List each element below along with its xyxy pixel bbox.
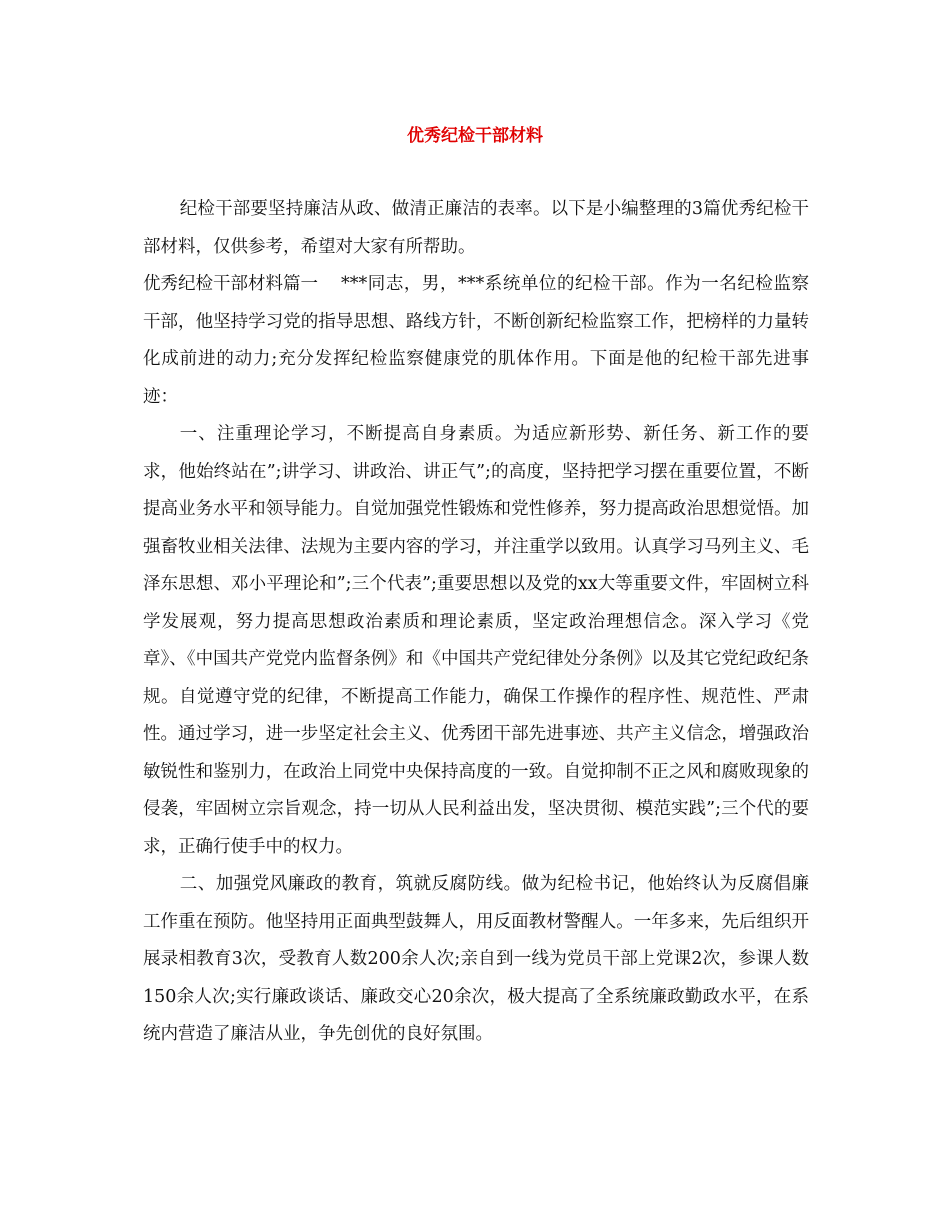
section-one-paragraph	[143, 266, 809, 416]
section-intro-text: ***同志，男，***系统单位的纪检干部。作为一名纪检监察干部，他坚持学习党的指导思想、路线方针，不断创新纪检监察工作，把榜样的力量转化成前进的动力;充分发挥纪检监察健康党的肌体作用。下面是他的纪检干部先进事迹：	[143, 274, 809, 407]
document-body	[143, 191, 809, 1054]
section-label: 优秀纪检干部材料篇一	[143, 274, 318, 294]
paragraph-theory-study: 一、注重理论学习，不断提高自身素质。为适应新形势、新任务、新工作的要求，他始终站在”;讲学习、讲政治、讲正气”;的高度，坚持把学习摆在重要位置，不断提高业务水平和领导能力。自觉加强党性锻炼和党性修养，努力提高政治思想觉悟。加强畜牧业相关法律、法规为主要内容的学习，并注重学以致用。认真学习马列主义、毛泽东思想、邓小平理论和”;三个代表”;重要思想以及党的xx大等重要文件，牢固树立科学发展观，努力提高思想政治素质和理论素质，坚定政治理想信念。深入学习《党章》、《中国共产党党内监督条例》和《中国共产党纪律处分条例》以及其它党纪政纪条规。自觉遵守党的纪律，不断提高工作能力，确保工作操作的程序性、规范性、严肃性。通过学习，进一步坚定社会主义、优秀团干部先进事迹、共产主义信念，增强政治敏锐性和鉴别力，在政治上同党中央保持高度的一致。自觉抑制不正之风和腐败现象的侵袭，牢固树立宗旨观念，持一切从人民利益出发，坚决贯彻、模范实践”;三个代的要求，正确行使手中的权力。	[143, 424, 809, 857]
paragraph-anti-corruption: 二、加强党风廉政的教育，筑就反腐防线。做为纪检书记，他始终认为反腐倡廉工作重在预防。他坚持用正面典型鼓舞人，用反面教材警醒人。一年多来，先后组织开展录相教育3次，受教育人数200余人次;亲自到一线为党员干部上党课2次，参课人数150余人次;实行廉政谈话、廉政交心20余次，极大提高了全系统廉政勤政水平，在系统内营造了廉洁从业，争先创优的良好氛围。	[143, 874, 809, 1044]
intro-paragraph: 纪检干部要坚持廉洁从政、做清正廉洁的表率。以下是小编整理的3篇优秀纪检干部材料，仅供参考，希望对大家有所帮助。	[143, 199, 809, 257]
document-title: 优秀纪检干部材料	[407, 126, 543, 146]
